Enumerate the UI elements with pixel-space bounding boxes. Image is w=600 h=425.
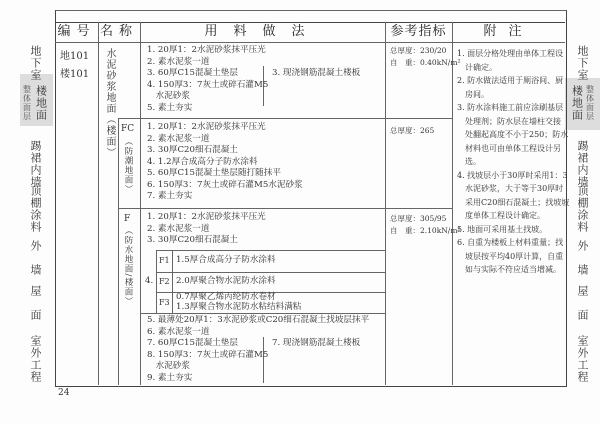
- index-line: 自 重：2.10kN/m²: [390, 225, 461, 235]
- side-nav-item[interactable]: [15, 45, 55, 84]
- side-nav-label: 踢裙内墙: [29, 140, 42, 188]
- side-nav-label: 屋 面: [29, 285, 42, 321]
- step-line: 水泥砂浆: [147, 91, 190, 101]
- side-nav-label: 地下室: [576, 45, 589, 81]
- note-line: 选。: [457, 157, 481, 166]
- step-line: 5. 最薄处20厚1：3水泥砂浆或C20细石混凝土找坡层抹平: [147, 315, 370, 325]
- step-line: 3. 30厚C20细石混凝土: [147, 145, 238, 155]
- option-f3-text: [176, 292, 301, 312]
- row3-name: （防水地面/楼面）: [123, 226, 133, 306]
- note-line: 计确定。: [457, 62, 497, 72]
- side-nav-item[interactable]: [15, 85, 55, 124]
- step-line: 5. 素土夯实: [147, 102, 193, 113]
- note-line: 处理剂；防水层在墙柱交接: [457, 116, 561, 126]
- step-line: 1. 20厚1：2水泥砂浆抹平压光: [147, 45, 266, 55]
- note-line: 5. 地面可采用基土找坡。: [457, 224, 548, 234]
- step-line: 1. 20厚1：2水泥砂浆抹平压光: [147, 122, 266, 132]
- step-line: 2. 素水泥浆一道: [147, 223, 210, 234]
- step-line: 2. 素水泥浆一道: [147, 56, 210, 67]
- step-line: 7. 60厚C15混凝土垫层: [147, 338, 238, 348]
- page-number: 24: [58, 388, 70, 398]
- side-nav-item[interactable]: [562, 335, 600, 386]
- option-f1-code: F1: [159, 256, 170, 265]
- side-nav-label: 外 墙: [29, 240, 42, 276]
- index-line: 总厚度：305/95: [390, 214, 447, 223]
- row3-step4: 4.: [145, 276, 154, 286]
- side-nav-label: 地下室: [29, 45, 42, 81]
- index-line: 自 重：0.40kN/m²: [390, 57, 461, 67]
- row3-alt-step: 7. 现浇钢筋混凝土楼板: [272, 338, 361, 348]
- row1-name: 水泥砂浆地面（楼面）: [104, 48, 115, 158]
- row2-name: （防潮地面）: [123, 137, 133, 194]
- step-line: 3. 30厚C20细石混凝土: [147, 235, 238, 245]
- side-nav-label: 室外工程: [576, 335, 589, 383]
- side-nav-label: 楼地面: [34, 85, 48, 121]
- side-nav-sublabel: 整体面层: [585, 85, 595, 121]
- step-line: 8. 150厚3：7灰土或碎石灌M5: [147, 349, 269, 360]
- side-nav-label: 楼地面: [570, 85, 584, 121]
- header-name: 名称: [99, 24, 138, 39]
- note-line: 处翻起高度不小于250；防水: [457, 130, 569, 139]
- row1-index: [390, 45, 460, 68]
- note-line: 房间。: [457, 89, 489, 99]
- side-nav-label: 室外工程: [29, 335, 42, 383]
- step-line: 6. 素水泥浆一道: [147, 326, 210, 337]
- option-f3-line: 0.7厚聚乙烯丙纶防水卷材: [176, 292, 276, 302]
- header-method: 用料做法: [204, 24, 321, 39]
- note-line: 1. 面层分格处理由单体工程设: [457, 49, 564, 58]
- row3-steps-bottom: [147, 315, 369, 384]
- index-line: 总厚度：230/20: [390, 46, 447, 55]
- index-line: 总厚度：265: [390, 126, 435, 135]
- side-nav-label: 外 墙: [576, 240, 589, 276]
- row2-code: FC: [121, 124, 135, 134]
- step-line: 9. 素土夯实: [147, 372, 193, 383]
- notes-list: [457, 47, 569, 277]
- note-line: 6. 自重为楼板上材料重量；找: [457, 238, 564, 247]
- side-nav-item[interactable]: [15, 240, 55, 279]
- option-f1-text: 1.5厚合成高分子防水涂料: [176, 255, 276, 265]
- row3-index: [390, 213, 460, 236]
- code-lou101: 楼101: [60, 69, 90, 80]
- option-f3-line: 1.3厚聚合物水泥防水粘结料满粘: [176, 302, 302, 312]
- note-line: 水泥砂浆，大于等于30厚时: [457, 184, 564, 193]
- option-f2-code: F2: [159, 277, 170, 286]
- side-nav-item[interactable]: [562, 285, 600, 324]
- code-di101: 地101: [60, 51, 90, 62]
- side-nav-label: 顶棚涂料: [29, 185, 42, 233]
- side-nav-label: 屋 面: [576, 285, 589, 321]
- side-nav-label: 顶棚涂料: [576, 185, 589, 233]
- header-code: 编号: [57, 24, 96, 39]
- step-line: 4. 150厚3：7灰土或碎石灌M5: [147, 79, 269, 90]
- step-line: 2. 素水泥浆一道: [147, 133, 210, 144]
- header-notes: 附注: [483, 24, 534, 39]
- option-f2-text: 2.0厚聚合物水泥防水涂料: [176, 276, 276, 286]
- row2-index: [390, 125, 434, 137]
- step-line: 6. 150厚3：7灰土或碎石灌M5水泥砂浆: [147, 179, 303, 190]
- step-line: 4. 1.2厚合成高分子防水涂料: [147, 156, 258, 167]
- row2-steps: [147, 122, 303, 203]
- note-line: 度单体工程设计确定。: [457, 211, 545, 220]
- side-nav-item[interactable]: [15, 335, 55, 386]
- row3-steps-top: [147, 212, 266, 247]
- note-line: 4. 找坡层小于30厚时采用1：3: [457, 170, 568, 180]
- step-line: 7. 素土夯实: [147, 191, 193, 201]
- row1-steps: [147, 45, 268, 114]
- note-line: 材料也可由单体工程设计另: [457, 143, 561, 153]
- note-line: 如与实际不符应适当增减。: [457, 265, 561, 274]
- side-nav-label: 踢裙内墙: [576, 140, 589, 188]
- side-nav-sublabel: 整体面层: [22, 85, 32, 121]
- header-index: 参考指标: [390, 24, 447, 39]
- step-line: 5. 60厚C15混凝土垫层随打随抹平: [147, 168, 281, 178]
- row1-alt-step: 3. 现浇钢筋混凝土楼板: [272, 68, 361, 78]
- note-line: 3. 防水涂料施工前应涂刷基层: [457, 103, 564, 112]
- step-line: 水泥砂浆: [147, 361, 190, 371]
- note-line: 2. 防水做法适用于厕浴间、厨: [457, 76, 564, 85]
- row3-code: F: [124, 214, 131, 224]
- step-line: 1. 20厚1：2水泥砂浆抹平压光: [147, 212, 266, 222]
- option-f3-code: F3: [159, 298, 170, 307]
- row1-codes: [60, 48, 89, 84]
- side-nav-item[interactable]: [15, 185, 55, 236]
- note-line: 坡层按平均40厚计算，自重: [457, 251, 564, 261]
- note-line: 采用C20细石混凝土；找坡坡: [457, 197, 570, 207]
- step-line: 3. 60厚C15混凝土垫层: [147, 68, 238, 78]
- side-nav-item[interactable]: [15, 285, 55, 324]
- side-nav-item[interactable]: [15, 140, 55, 191]
